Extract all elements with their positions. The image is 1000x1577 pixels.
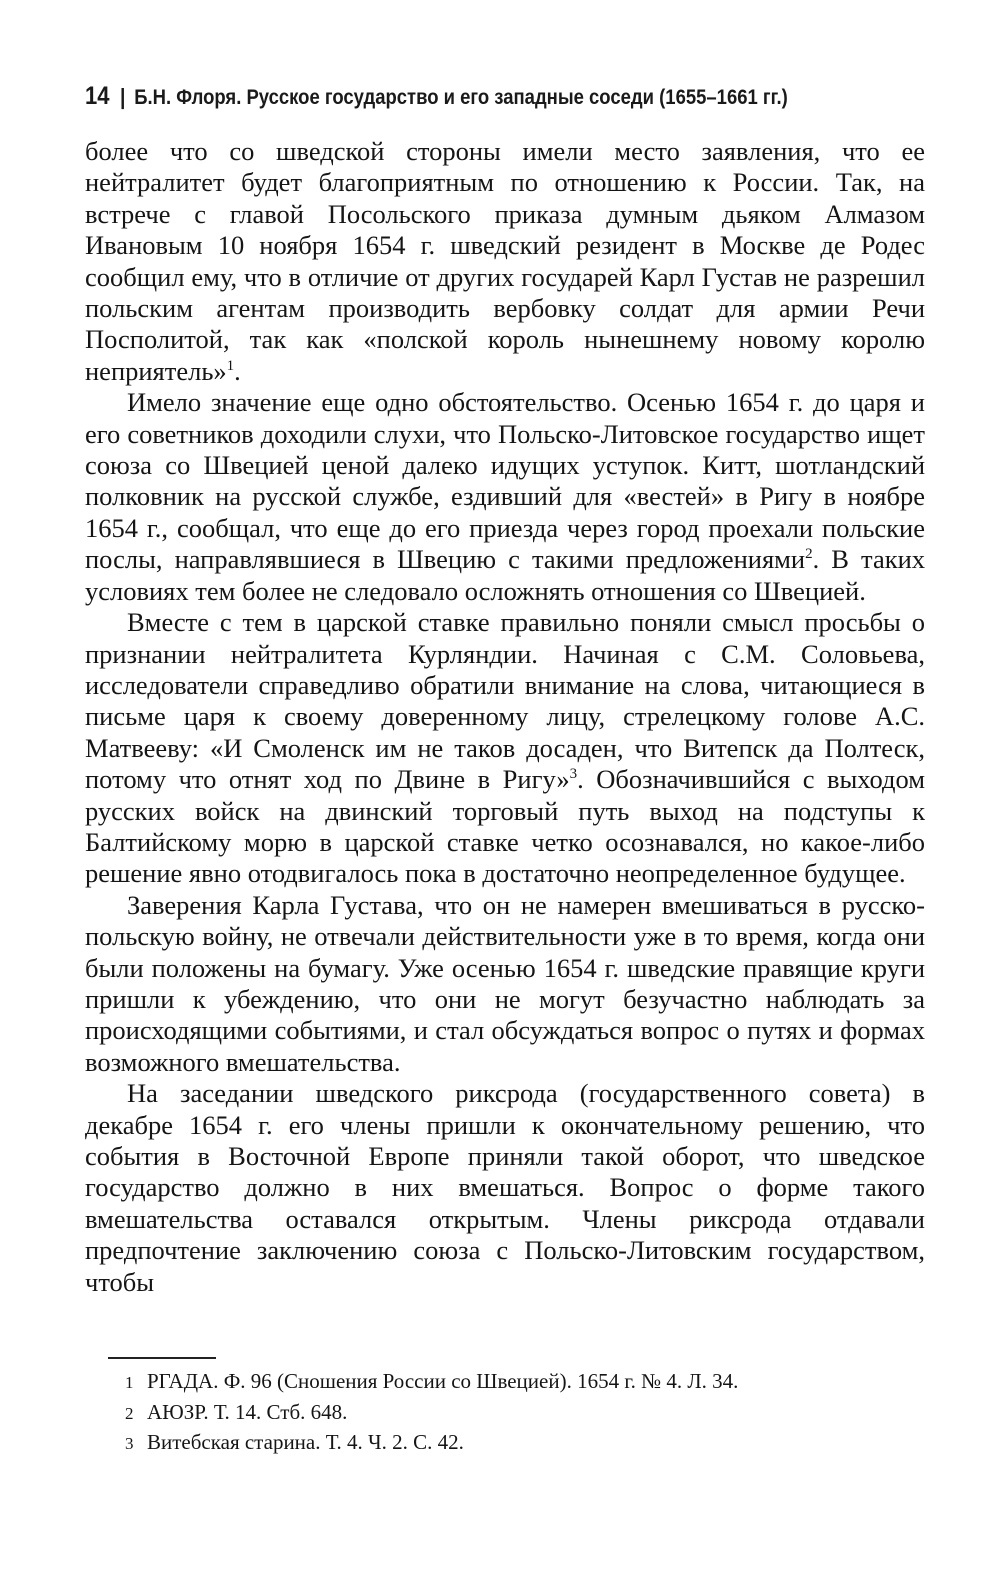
footnote-divider: [108, 1357, 216, 1359]
footnote-number: 3: [125, 1434, 134, 1453]
footnote-text: АЮЗР. Т. 14. Стб. 648.: [147, 1399, 348, 1424]
footnote-1: [125, 1367, 925, 1398]
running-head: [85, 76, 833, 116]
paragraph-4: [85, 890, 925, 1078]
footnote-reference-2: 2: [805, 546, 813, 563]
page-number: 14: [85, 82, 110, 110]
footnotes: [125, 1367, 925, 1459]
footnote-text: РГАДА. Ф. 96 (Сношения России со Швецией). 1654 г. № 4. Л. 34.: [147, 1369, 739, 1393]
paragraph-3: Вместе с тем в царской ставке правильно поняли смысл просьбы о признании нейтралитета Курляндии. Начиная с С.М. Соловьева, исследователи справедливо обратили внимание на слова, читающиеся в письме царя к своему доверенному лицу, стрелецкому голове А.С. Матвееву: «И Смоленск им не таков досаден, что Витепск да Полтеск, потому что отнят ход по Двине в Ригу»$^3$. Обозначившийся с выходом русских войск на двинский торговый путь выход на подступы к Балтийскому морю в царской ставке четко осознавался, но какое-либо решение явно отодвигалось пока в достаточно неопределенное будущее.: [85, 607, 925, 889]
paragraph-text: Имело значение еще одно обстоятельство. Осенью 1654 г. до царя и его советников доходили слухи, что Польско-Литовское государство ищет союза со Швецией ценой далеко идущих уступок. Китт, шотландский полковник на русской службе, ездивший для «вестей» в Ригу в ноябре 1654 г., сообщал, что еще до его приезда через город проехали польские послы, направлявшиеся в Швецию с такими предложениями: [85, 387, 925, 575]
footnote-reference-1: 1: [226, 358, 235, 375]
footnote-2: [125, 1398, 925, 1429]
paragraph-text-continued: В таких условиях тем более не следовало осложнять отношения со Швецией.: [85, 544, 926, 606]
header-separator: |: [120, 84, 126, 109]
paragraph-text-continued: Обозначившийся с выходом русских войск на двинский торговый путь выход на подступы к Балтийскому морю в царской ставке четко осознавался, но какое-либо решение явно отодвигалось пока в достаточно неопределенное будущее.: [85, 764, 925, 889]
footnote-3: [125, 1428, 925, 1459]
paragraph-text: На заседании шведского риксрода (государственного совета) в декабре 1654 г. его члены пришли к окончательному решению, что события в Восточной Европе приняли такой оборот, что шведское государство должно в них вмешаться. Вопрос о форме такого вмешательства оставался открытым. Члены риксрода отдавали предпочтение заключению союза с Польско-Литовским государством, чтобы: [85, 1078, 925, 1297]
footnote-number: 1: [125, 1373, 134, 1392]
paragraph-text: более что со шведской стороны имели место заявления, что ее нейтралитет будет благоприятным по отношению к России. Так, на встрече с главой Посольского приказа думным дьяком Алмазом Ивановым 10 ноября 1654 г. шведский резидент в Москве де Родес сообщил ему, что в отличие от других государей Карл Густав не разрешил польским агентам производить вербовку солдат для армии Речи Посполитой, так как «полской король нынешнему новому королю неприятель»: [85, 136, 925, 386]
paragraph-1: более что со шведской стороны имели место заявления, что ее нейтралитет будет благоприятным по отношению к России. Так, на встрече с главой Посольского приказа думным дьяком Алмазом Ивановым 10 ноября 1654 г. шведский резидент в Москве де Родес сообщил ему, что в отличие от других государей Карл Густав не разрешил польским агентам производить вербовку солдат для армии Речи Посполитой, так как «полской король нынешнему новому королю неприятель»$^1$.: [85, 136, 925, 386]
footnote-text: Витебская старина. Т. 4. Ч. 2. С. 42.: [147, 1430, 464, 1454]
footnote-reference-3: 3: [569, 766, 578, 783]
paragraph-text: Заверения Карла Густава, что он не намерен вмешиваться в русско-польскую войну, не отвечали действительности уже в то время, когда они были положены на бумагу. Уже осенью 1654 г. шведские правящие круги пришли к убеждению, что они не могут безучастно наблюдать за происходящими событиями, и стал обсуждаться вопрос о путях и формах возможного вмешательства.: [85, 889, 925, 1077]
paragraph-2: Имело значение еще одно обстоятельство. Осенью 1654 г. до царя и его советников доходили слухи, что Польско-Литовское государство ищет союза со Швецией ценой далеко идущих уступок. Китт, шотландский полковник на русской службе, ездивший для «вестей» в Ригу в ноябре 1654 г., сообщал, что еще до его приезда через город проехали польские послы, направлявшиеся в Швецию с такими предложениями$^2$. В таких условиях тем более не следовало осложнять отношения со Швецией.: [85, 387, 926, 606]
footnote-number: 2: [125, 1403, 134, 1423]
main-text: [85, 136, 925, 1298]
paragraph-5: [85, 1078, 925, 1298]
paragraph-text: Вместе с тем в царской ставке правильно поняли смысл просьбы о признании нейтралитета Курляндии. Начиная с С.М. Соловьева, исследователи справедливо обратили внимание на слова, читающиеся в письме царя к своему доверенному лицу, стрелецкому голове А.С. Матвееву: «И Смоленск им не таков досаден, что Витепск да Полтеск, потому что отнят ход по Двине в Ригу»: [85, 607, 925, 795]
running-title: Б.Н. Флоря. Русское государство и его западные соседи (1655–1661 гг.): [134, 86, 788, 109]
